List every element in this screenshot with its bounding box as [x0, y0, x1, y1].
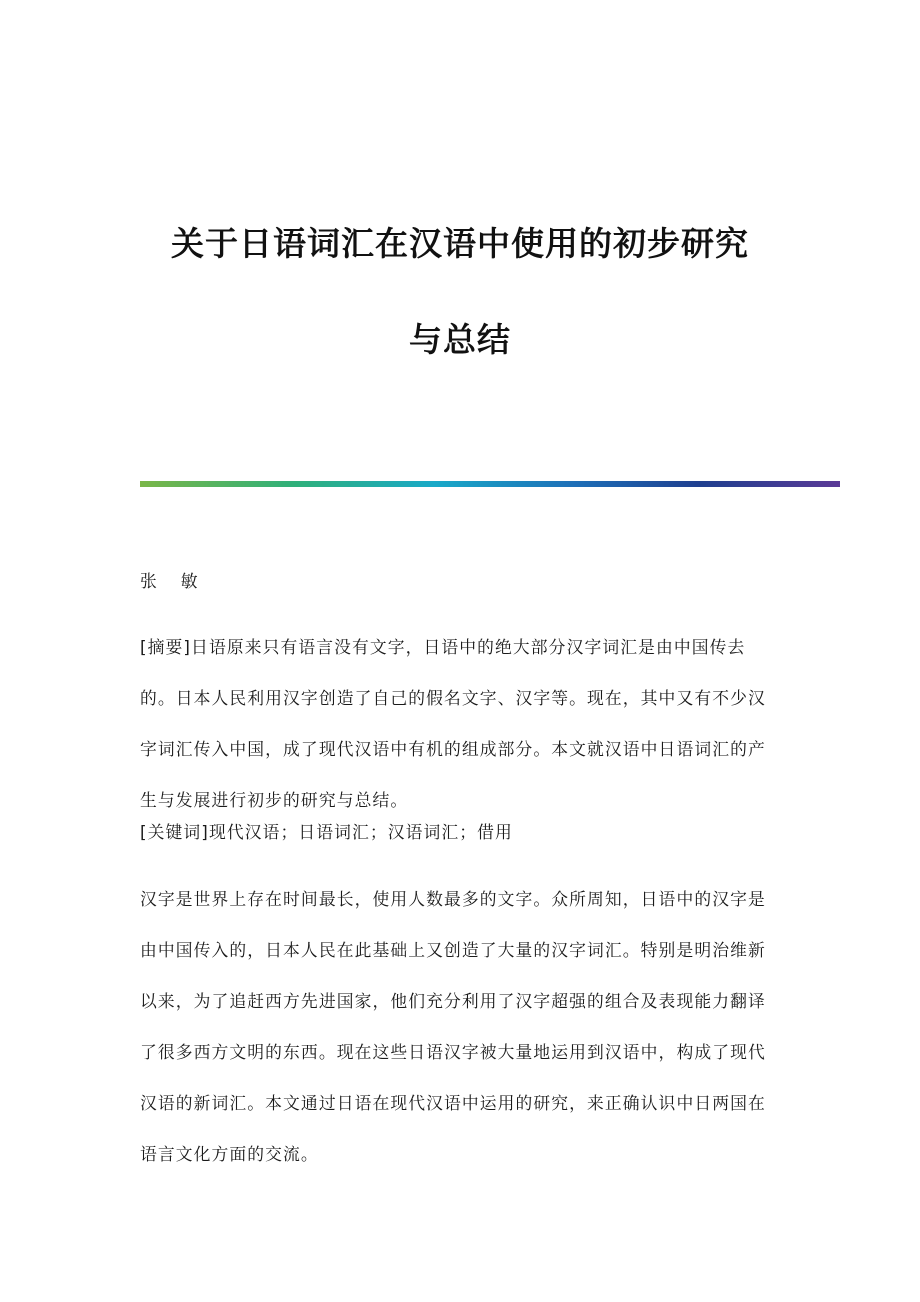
keywords-line: [关键词]现代汉语；日语词汇；汉语词汇；借用 — [140, 822, 513, 842]
abstract-paragraph: [摘要]日语原来只有语言没有文字，日语中的绝大部分汉字词汇是由中国传去的。日本人民利用汉字创造了自己的假名文字、汉字等。现在，其中又有不少汉字词汇传入中国，成了现代汉语中有机的组成部分。本文就汉语中日语词汇的产生与发展进行初步的研究与总结。 — [140, 637, 766, 810]
author-given: 张 — [140, 571, 157, 591]
document-title-line-2: 与总结 — [409, 320, 511, 359]
author-name — [140, 568, 780, 592]
title-divider — [140, 481, 840, 487]
body-paragraph: 汉字是世界上存在时间最长，使用人数最多的文字。众所周知，日语中的汉字是由中国传入的，日本人民在此基础上又创造了大量的汉字词汇。特别是明治维新以来，为了追赶西方先进国家，他们充分利用了汉字超强的组合及表现能力翻译了很多西方文明的东西。现在这些日语汉字被大量地运用到汉语中，构成了现代汉语的新词汇。本文通过日语在现代汉语中运用的研究，来正确认识中日两国在语言文化方面的交流。 — [140, 889, 766, 1164]
document-title-line-1: 关于日语词汇在汉语中使用的初步研究 — [171, 224, 749, 263]
author-family: 敏 — [180, 571, 198, 591]
